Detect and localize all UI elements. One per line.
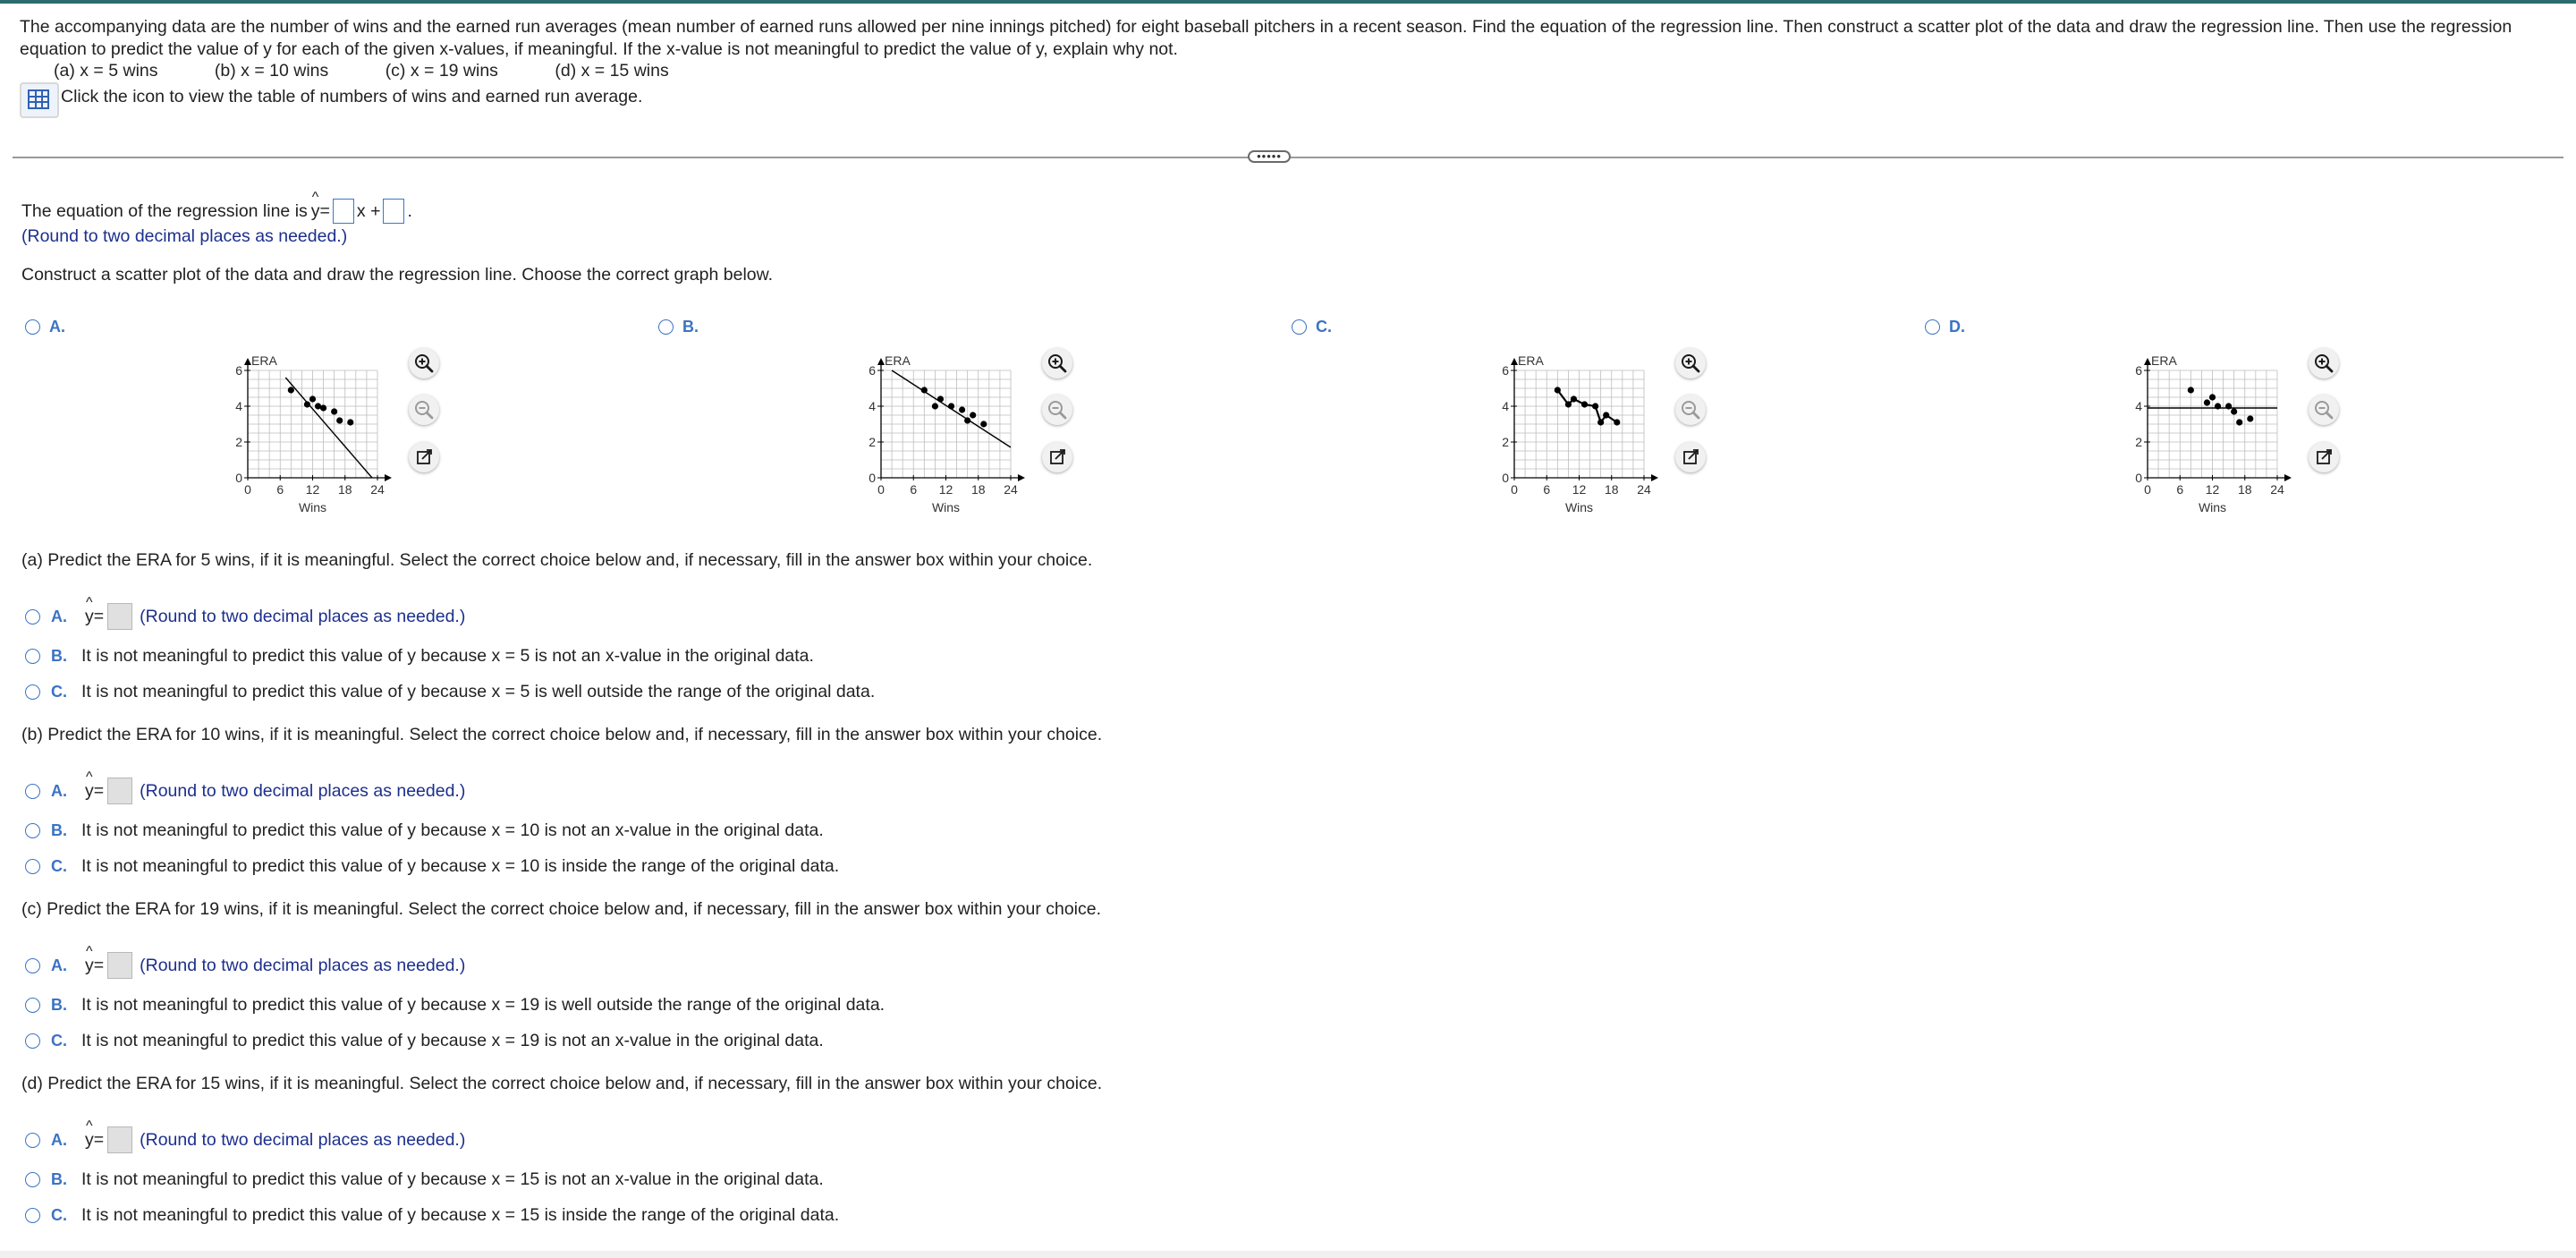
x-tick-label: 6 bbox=[276, 482, 284, 497]
x-tick-label: 18 bbox=[2237, 482, 2252, 497]
equation-prefix: The equation of the regression line is bbox=[21, 200, 308, 221]
y-hat: ^ y bbox=[85, 1130, 94, 1151]
equals-sign: = bbox=[93, 780, 105, 801]
equation-end: . bbox=[407, 200, 412, 221]
graph-option-b-label: B. bbox=[682, 318, 699, 336]
x-tick-label: 6 bbox=[1543, 482, 1551, 497]
graph-option-b[interactable] bbox=[658, 318, 699, 336]
y-axis-label: ERA bbox=[2151, 353, 2177, 368]
zoom-out-icon[interactable] bbox=[409, 395, 439, 425]
zoom-out-icon[interactable] bbox=[2309, 395, 2339, 425]
x-tick-label: 12 bbox=[305, 482, 320, 497]
data-point bbox=[1571, 395, 1577, 402]
radio-a-B[interactable] bbox=[25, 649, 40, 664]
data-point bbox=[1565, 401, 1572, 407]
choice-text: It is not meaningful to predict this value of y because x = 19 is not an x-value in the original data. bbox=[81, 1031, 824, 1050]
round-note: (Round to two decimal places as needed.) bbox=[140, 780, 466, 801]
choice-label: C. bbox=[51, 1032, 67, 1050]
x-tick-label: 24 bbox=[2270, 482, 2284, 497]
graph-option-d[interactable] bbox=[1925, 318, 1965, 336]
y-tick-label: 0 bbox=[235, 471, 242, 485]
equals-sign: = bbox=[319, 200, 330, 221]
x-tick-label: 18 bbox=[970, 482, 986, 497]
regression-line bbox=[285, 378, 372, 478]
y-axis-arrow bbox=[877, 358, 885, 365]
choice-text: It is not meaningful to predict this value of y because x = 5 is well outside the range of the original data. bbox=[81, 682, 876, 701]
x-tick-label: 12 bbox=[1572, 482, 1587, 497]
data-point bbox=[2236, 419, 2242, 425]
data-point bbox=[2231, 408, 2237, 414]
x-tick-label: 6 bbox=[910, 482, 918, 497]
y-tick-label: 0 bbox=[869, 471, 876, 485]
data-point bbox=[331, 408, 337, 414]
data-point bbox=[2225, 403, 2232, 409]
choice-d-C[interactable] bbox=[25, 1205, 839, 1226]
x-axis-arrow bbox=[385, 474, 392, 481]
popout-icon[interactable] bbox=[1675, 442, 1706, 472]
part-a: (a) x = 5 wins bbox=[54, 61, 158, 81]
round-note: (Round to two decimal places as needed.) bbox=[140, 955, 466, 975]
data-point bbox=[1581, 401, 1588, 407]
y-hat: ^ y bbox=[85, 607, 94, 627]
round-note: (Round to two decimal places as needed.) bbox=[140, 606, 466, 626]
y-axis-label: ERA bbox=[251, 353, 277, 368]
slope-input[interactable] bbox=[333, 199, 354, 224]
graph-option-c[interactable] bbox=[1292, 318, 1332, 336]
y-tick-label: 2 bbox=[869, 435, 876, 449]
graph-option-d-label: D. bbox=[1949, 318, 1965, 336]
x-tick-label: 24 bbox=[1004, 482, 1018, 497]
x-tick-label: 0 bbox=[244, 482, 251, 497]
data-point bbox=[937, 395, 944, 402]
choice-label: C. bbox=[51, 1206, 67, 1224]
graph-option-c-label: C. bbox=[1316, 318, 1332, 336]
y-axis-arrow bbox=[2144, 358, 2151, 365]
bottom-bar bbox=[0, 1251, 2576, 1258]
y-hat: ^ y bbox=[311, 201, 320, 222]
zoom-in-icon[interactable] bbox=[409, 348, 439, 378]
choice-c-C[interactable] bbox=[25, 1031, 824, 1051]
data-point bbox=[1555, 387, 1561, 393]
y-axis-label: ERA bbox=[885, 353, 911, 368]
data-point bbox=[1614, 419, 1620, 425]
choice-text: It is not meaningful to predict this value of y because x = 10 is not an x-value in the original data. bbox=[81, 820, 824, 840]
x-axis-label: Wins bbox=[931, 500, 961, 514]
data-point bbox=[948, 403, 954, 409]
choice-text: It is not meaningful to predict this value of y because x = 5 is not an x-value in the original data. bbox=[81, 646, 814, 666]
data-point bbox=[2188, 387, 2194, 393]
expand-handle[interactable]: ••••• bbox=[1248, 150, 1291, 163]
question-a-prompt: (a) Predict the ERA for 5 wins, if it is meaningful. Select the correct choice below and, if necessary, fill in the answer box within your choice. bbox=[21, 550, 1093, 570]
radio-b-A[interactable] bbox=[25, 784, 40, 799]
choice-text: It is not meaningful to predict this value of y because x = 19 is well outside the range of the original data. bbox=[81, 995, 886, 1015]
zoom-in-icon[interactable] bbox=[1675, 348, 1706, 378]
radio-c-A[interactable] bbox=[25, 958, 40, 973]
x-tick-label: 24 bbox=[370, 482, 385, 497]
question-b-prompt: (b) Predict the ERA for 10 wins, if it is meaningful. Select the correct choice below and, if necessary, fill in the answer box within your choice. bbox=[21, 725, 1103, 744]
radio-c-C[interactable] bbox=[25, 1033, 40, 1049]
y-tick-label: 2 bbox=[2135, 435, 2142, 449]
answer-input-d[interactable] bbox=[107, 1126, 132, 1153]
y-tick-label: 6 bbox=[1502, 363, 1509, 378]
data-point bbox=[921, 387, 928, 393]
radio-graph-d[interactable] bbox=[1925, 319, 1940, 335]
data-point bbox=[1603, 412, 1609, 418]
popout-icon[interactable] bbox=[409, 442, 439, 472]
x-tick-label: 18 bbox=[1604, 482, 1619, 497]
radio-b-C[interactable] bbox=[25, 859, 40, 874]
popout-icon[interactable] bbox=[2309, 442, 2339, 472]
data-point bbox=[1592, 403, 1598, 409]
y-tick-label: 4 bbox=[2135, 399, 2142, 413]
x-tick-label: 6 bbox=[2176, 482, 2184, 497]
part-b: (b) x = 10 wins bbox=[214, 61, 329, 81]
x-axis-label: Wins bbox=[298, 500, 327, 514]
choice-label: A. bbox=[51, 956, 67, 974]
data-point bbox=[970, 412, 976, 418]
x-tick-label: 12 bbox=[2205, 482, 2220, 497]
choice-b-A[interactable] bbox=[25, 778, 465, 804]
choice-label: B. bbox=[51, 996, 67, 1014]
chart-a bbox=[225, 347, 422, 526]
construct-prompt: Construct a scatter plot of the data and draw the regression line. Choose the correct graph below. bbox=[21, 265, 774, 285]
equals-sign: = bbox=[93, 955, 105, 975]
part-d: (d) x = 15 wins bbox=[555, 61, 669, 81]
equals-sign: = bbox=[93, 1129, 105, 1150]
x-axis-arrow bbox=[1018, 474, 1025, 481]
chart-c bbox=[1492, 347, 1689, 526]
choice-c-B[interactable] bbox=[25, 995, 885, 1016]
choice-label: B. bbox=[51, 821, 67, 839]
chart-b bbox=[859, 347, 1055, 526]
graph-option-a[interactable] bbox=[25, 318, 65, 336]
radio-d-A[interactable] bbox=[25, 1133, 40, 1148]
y-axis-label: ERA bbox=[1518, 353, 1544, 368]
answer-input-c[interactable] bbox=[107, 952, 132, 979]
data-point bbox=[288, 387, 294, 393]
part-c: (c) x = 19 wins bbox=[385, 61, 498, 81]
data-point bbox=[1597, 419, 1604, 425]
regression-equation bbox=[21, 199, 412, 224]
radio-graph-c[interactable] bbox=[1292, 319, 1307, 335]
data-point bbox=[336, 417, 343, 423]
choice-label: A. bbox=[51, 1130, 67, 1149]
question-c-prompt: (c) Predict the ERA for 19 wins, if it is meaningful. Select the correct choice below and, if necessary, fill in the answer box within your choice. bbox=[21, 899, 1102, 919]
radio-a-C[interactable] bbox=[25, 684, 40, 700]
zoom-out-icon[interactable] bbox=[1675, 395, 1706, 425]
x-tick-label: 0 bbox=[1511, 482, 1518, 497]
choice-a-A[interactable] bbox=[25, 603, 465, 630]
x-axis-arrow bbox=[2284, 474, 2292, 481]
y-tick-label: 6 bbox=[869, 363, 876, 378]
x-tick-label: 24 bbox=[1637, 482, 1651, 497]
y-tick-label: 2 bbox=[1502, 435, 1509, 449]
x-axis-label: Wins bbox=[2198, 500, 2227, 514]
data-point bbox=[2204, 399, 2210, 405]
choice-c-A[interactable] bbox=[25, 952, 465, 979]
choice-label: C. bbox=[51, 857, 67, 875]
choice-label: B. bbox=[51, 1170, 67, 1188]
choice-label: A. bbox=[51, 607, 67, 625]
choice-text: It is not meaningful to predict this value of y because x = 15 is inside the range of the original data. bbox=[81, 1205, 840, 1225]
x-axis-label: Wins bbox=[1564, 500, 1594, 514]
zoom-out-icon[interactable] bbox=[1042, 395, 1072, 425]
choice-a-C[interactable] bbox=[25, 682, 875, 702]
choice-label: B. bbox=[51, 647, 67, 665]
data-point bbox=[304, 401, 310, 407]
choice-label: A. bbox=[51, 781, 67, 800]
x-tick-label: 18 bbox=[337, 482, 352, 497]
x-tick-label: 0 bbox=[2144, 482, 2151, 497]
top-accent-bar bbox=[0, 0, 2576, 4]
radio-a-A[interactable] bbox=[25, 609, 40, 625]
choice-label: C. bbox=[51, 683, 67, 701]
y-tick-label: 4 bbox=[869, 399, 876, 413]
y-tick-label: 6 bbox=[2135, 363, 2142, 378]
y-axis-arrow bbox=[1511, 358, 1518, 365]
x-plus: x + bbox=[356, 200, 381, 221]
choice-b-B[interactable] bbox=[25, 820, 824, 841]
question-parts bbox=[54, 61, 721, 81]
x-axis-arrow bbox=[1651, 474, 1658, 481]
data-point bbox=[320, 404, 326, 411]
choice-a-B[interactable] bbox=[25, 646, 814, 667]
radio-graph-b[interactable] bbox=[658, 319, 674, 335]
question-d-prompt: (d) Predict the ERA for 15 wins, if it is meaningful. Select the correct choice below and, if necessary, fill in the answer box within your choice. bbox=[21, 1074, 1103, 1093]
round-note: (Round to two decimal places as needed.) bbox=[21, 226, 348, 246]
y-tick-label: 6 bbox=[235, 363, 242, 378]
choice-d-A[interactable] bbox=[25, 1126, 465, 1153]
choice-text: It is not meaningful to predict this value of y because x = 10 is inside the range of the original data. bbox=[81, 856, 840, 876]
equals-sign: = bbox=[93, 606, 105, 626]
y-tick-label: 4 bbox=[1502, 399, 1509, 413]
table-icon[interactable] bbox=[20, 82, 59, 118]
x-tick-label: 12 bbox=[938, 482, 953, 497]
grid bbox=[881, 370, 1011, 478]
data-point bbox=[2209, 394, 2216, 400]
choice-b-C[interactable] bbox=[25, 856, 839, 877]
answer-input-b[interactable] bbox=[107, 778, 132, 804]
x-tick-label: 0 bbox=[877, 482, 885, 497]
data-point bbox=[932, 403, 938, 409]
radio-d-B[interactable] bbox=[25, 1172, 40, 1187]
data-point bbox=[2247, 415, 2253, 421]
popout-icon[interactable] bbox=[1042, 442, 1072, 472]
y-axis-arrow bbox=[244, 358, 251, 365]
zoom-in-icon[interactable] bbox=[1042, 348, 1072, 378]
radio-b-B[interactable] bbox=[25, 823, 40, 838]
graph-option-a-label: A. bbox=[49, 318, 65, 336]
y-hat: ^ y bbox=[85, 781, 94, 802]
answer-input-a[interactable] bbox=[107, 603, 132, 630]
radio-graph-a[interactable] bbox=[25, 319, 40, 335]
grid bbox=[1514, 370, 1644, 478]
y-tick-label: 0 bbox=[1502, 471, 1509, 485]
y-tick-label: 0 bbox=[2135, 471, 2142, 485]
zoom-in-icon[interactable] bbox=[2309, 348, 2339, 378]
question-intro: The accompanying data are the number of wins and the earned run averages (mean number of earned runs allowed per nine innings pitched) for eight baseball pitchers in a recent season. Find the equation of the regression line. Then construct a scatter plot of the data and draw the regression line. Then use the regression equation to predict the value of y for each of the given x-values, if meaningful. If the x-value is not meaningful to predict the value of y, explain why not. bbox=[20, 17, 2512, 59]
data-point bbox=[309, 395, 316, 402]
choice-text: It is not meaningful to predict this value of y because x = 15 is not an x-value in the original data. bbox=[81, 1169, 824, 1189]
round-note: (Round to two decimal places as needed.) bbox=[140, 1129, 466, 1150]
choice-d-B[interactable] bbox=[25, 1169, 824, 1190]
intercept-input[interactable] bbox=[383, 199, 404, 224]
data-point bbox=[347, 419, 353, 425]
data-point bbox=[964, 417, 970, 423]
radio-c-B[interactable] bbox=[25, 998, 40, 1013]
data-point bbox=[980, 421, 987, 427]
table-icon-text: Click the icon to view the table of numbers of wins and earned run average. bbox=[61, 87, 643, 106]
y-tick-label: 2 bbox=[235, 435, 242, 449]
grid bbox=[2148, 370, 2277, 478]
y-hat: ^ y bbox=[85, 956, 94, 976]
data-point bbox=[2215, 403, 2221, 409]
chart-d bbox=[2125, 347, 2322, 526]
data-point bbox=[959, 406, 965, 412]
y-tick-label: 4 bbox=[235, 399, 242, 413]
radio-d-C[interactable] bbox=[25, 1208, 40, 1223]
